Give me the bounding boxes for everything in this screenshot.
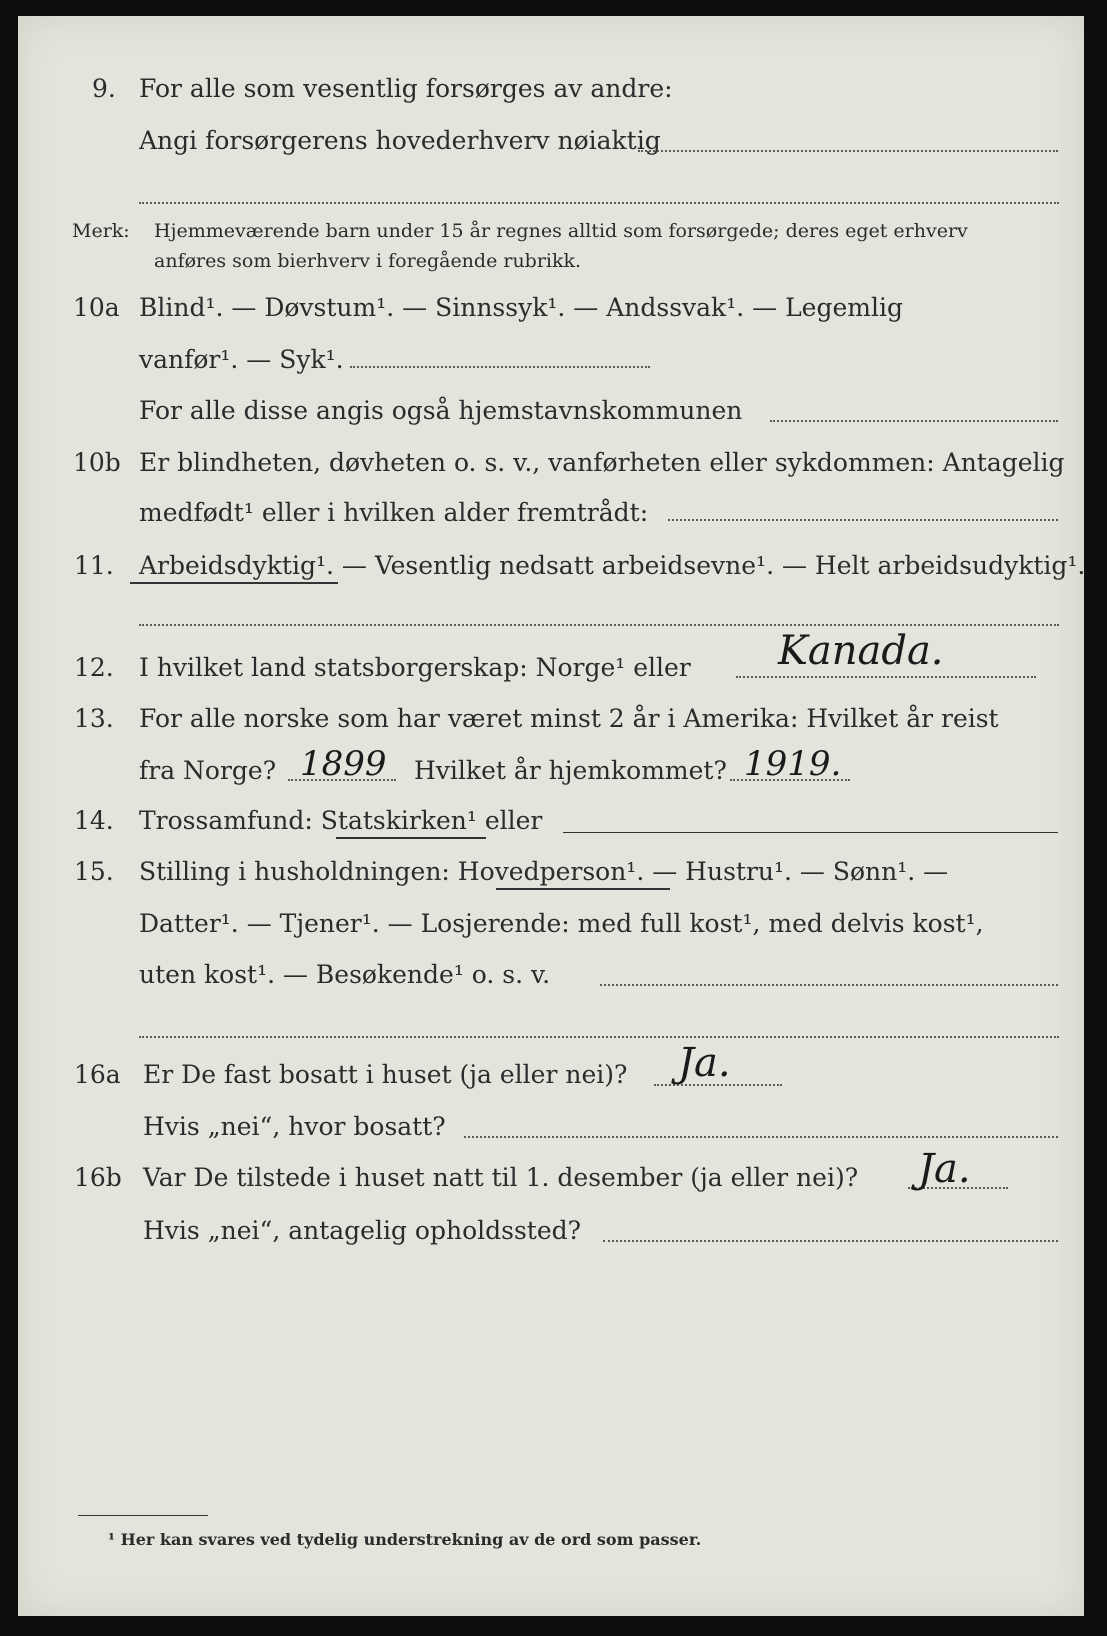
q13-line2a: fra Norge? xyxy=(139,756,277,785)
q16b-line1: Var De tilstede i huset natt til 1. desember (ja eller nei)? xyxy=(143,1163,859,1192)
q16a-handwritten-answer: Ja. xyxy=(678,1040,731,1086)
q16a-line2: Hvis „nei“, hvor bosatt? xyxy=(143,1112,446,1141)
q11-number: 11. xyxy=(74,551,114,580)
q12-line1: I hvilket land statsborgerskap: Norge¹ eller xyxy=(139,653,691,682)
q13-line2b: Hvilket år hjemkommet? xyxy=(414,756,727,785)
q14-answer-line xyxy=(563,832,1058,833)
q10a-number: 10a xyxy=(73,293,120,322)
q14-underline-statskirken xyxy=(336,837,486,839)
q16b-line2: Hvis „nei“, antagelig opholdssted? xyxy=(143,1216,582,1245)
q13-year-returned-answer: 1919. xyxy=(744,744,842,784)
q12-number: 12. xyxy=(74,653,114,682)
q16a-number: 16a xyxy=(74,1060,121,1089)
q16a-line1: Er De fast bosatt i huset (ja eller nei)? xyxy=(143,1060,628,1089)
q14-line1: Trossamfund: Statskirken¹ eller xyxy=(139,806,543,835)
footnote-text: ¹ Her kan svares ved tydelig understrekning av de ord som passer. xyxy=(108,1530,702,1549)
q10b-line2: medfødt¹ eller i hvilken alder fremtrådt: xyxy=(139,498,649,527)
q15-answer-line xyxy=(600,984,1058,986)
q16a-where-line xyxy=(464,1136,1058,1138)
q10a-home-municipality-line xyxy=(770,420,1058,422)
q14-number: 14. xyxy=(74,806,114,835)
q9-line1: For alle som vesentlig forsørges av andre: xyxy=(139,74,673,103)
q13-number: 13. xyxy=(74,704,114,733)
q16b-handwritten-answer: Ja. xyxy=(918,1146,971,1192)
q9-answer-line-2 xyxy=(139,202,1059,204)
footnote-rule xyxy=(78,1515,208,1516)
q11-line1: Arbeidsdyktig¹. — Vesentlig nedsatt arbeidsevne¹. — Helt arbeidsudyktig¹. xyxy=(139,551,1086,580)
q11-underline-arbeidsdyktig xyxy=(130,582,338,584)
q10a-line1: Blind¹. — Døvstum¹. — Sinnssyk¹. — Andssvak¹. — Legemlig xyxy=(139,293,903,322)
q10b-number: 10b xyxy=(73,448,121,477)
q13-year-left-answer: 1899 xyxy=(300,744,387,784)
q15-underline-hovedperson xyxy=(496,888,670,890)
q15-line2: Datter¹. — Tjener¹. — Losjerende: med full kost¹, med delvis kost¹, xyxy=(139,909,984,938)
q10a-line2: vanfør¹. — Syk¹. xyxy=(139,345,344,374)
q10a-answer-line xyxy=(350,366,650,368)
q15-line1: Stilling i husholdningen: Hovedperson¹. — Hustru¹. — Sønn¹. — xyxy=(139,857,949,886)
census-form-page xyxy=(18,16,1084,1616)
q10b-answer-line xyxy=(668,519,1058,521)
q16b-where-line xyxy=(603,1240,1058,1242)
q15-answer-line-2 xyxy=(139,1036,1059,1038)
q9-number: 9. xyxy=(92,74,116,103)
merk-line2: anføres som bierhverv i foregående rubrikk. xyxy=(154,250,582,272)
q10b-line1: Er blindheten, døvheten o. s. v., vanførheten eller sykdommen: Antagelig xyxy=(139,448,1065,477)
q9-line2: Angi forsørgerens hovederhverv nøiaktig xyxy=(139,126,661,155)
q15-line3: uten kost¹. — Besøkende¹ o. s. v. xyxy=(139,960,551,989)
q10a-line3: For alle disse angis også hjemstavnskommunen xyxy=(139,396,743,425)
q12-handwritten-answer: Kanada. xyxy=(778,628,944,674)
merk-line1: Hjemmeværende barn under 15 år regnes alltid som forsørgede; deres eget erhverv xyxy=(154,220,968,242)
q13-line1: For alle norske som har været minst 2 år i Amerika: Hvilket år reist xyxy=(139,704,999,733)
merk-label: Merk: xyxy=(72,220,130,242)
q9-answer-line xyxy=(638,150,1058,152)
q12-answer-line xyxy=(736,676,1036,678)
q16b-number: 16b xyxy=(74,1163,122,1192)
q11-answer-line xyxy=(139,624,1059,626)
q15-number: 15. xyxy=(74,857,114,886)
